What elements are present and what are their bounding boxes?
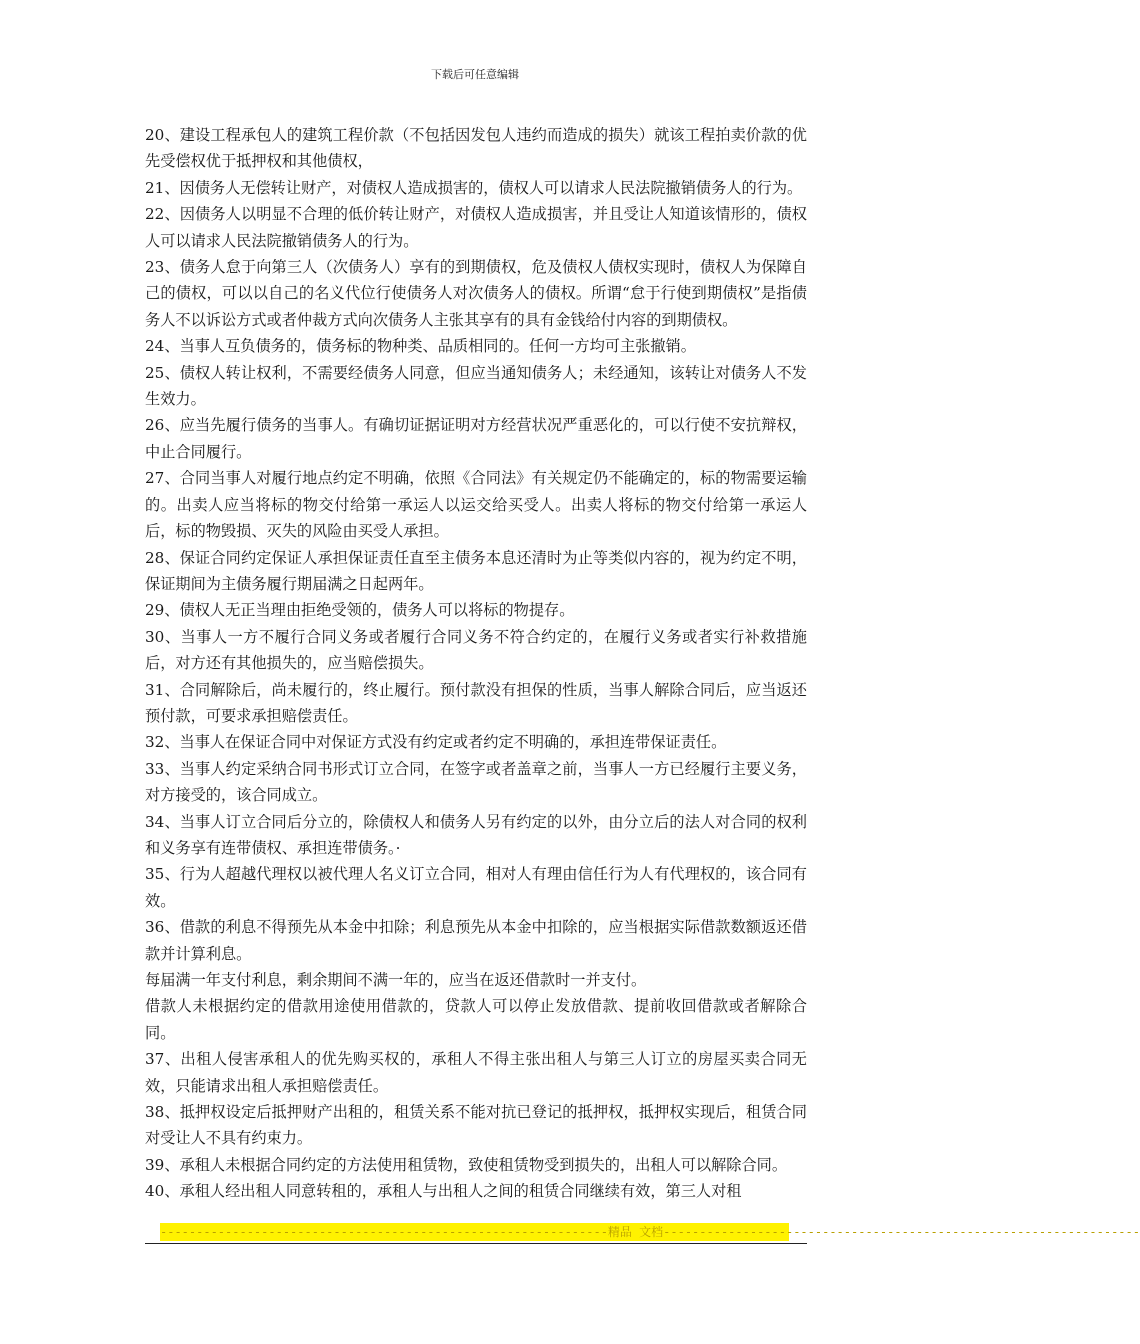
- paragraph-40: 40、承租人经出租人同意转租的，承租人与出租人之间的租赁合同继续有效，第三人对租: [145, 1182, 742, 1201]
- footer-label: --------------------------------------------------------------精品 文档------------------------------------------------------------------: [160, 1225, 1140, 1239]
- paragraph-33: 33、当事人约定采纳合同书形式订立合同，在签字或者盖章之前，当事人一方已经履行主要义务，对方接受的，该合同成立。: [145, 759, 807, 805]
- paragraph-20: 20、建设工程承包人的建筑工程价款（不包括因发包人违约而造成的损失）就该工程拍卖价款的优先受偿权优于抵押权和其他债权，: [145, 126, 807, 171]
- footer-rule: [145, 1243, 807, 1244]
- paragraph-36-note-b: 借款人未根据约定的借款用途使用借款的，贷款人可以停止发放借款、提前收回借款或者解除合同。: [145, 997, 807, 1042]
- paragraph-21: 21、因债务人无偿转让财产，对债权人造成损害的，债权人可以请求人民法院撤销债务人的行为。: [145, 178, 803, 197]
- paragraph-37: 37、出租人侵害承租人的优先购买权的，承租人不得主张出租人与第三人订立的房屋买卖合同无效，只能请求出租人承担赔偿责任。: [145, 1050, 807, 1095]
- paragraph-31: 31、合同解除后，尚未履行的，终止履行。预付款没有担保的性质，当事人解除合同后，应当返还预付款，可要求承担赔偿责任。: [145, 680, 807, 725]
- paragraph-25: 25、债权人转让权利，不需要经债务人同意，但应当通知债务人；未经通知，该转让对债务人不发生效力。: [145, 363, 807, 409]
- paragraph-28: 28、保证合同约定保证人承担保证责任直至主债务本息还清时为止等类似内容的，视为约定不明，保证期间为主债务履行期届满之日起两年。: [145, 548, 807, 593]
- paragraph-26: 26、应当先履行债务的当事人。有确切证据证明对方经营状况严重恶化的，可以行使不安抗辩权，中止合同履行。: [145, 416, 807, 461]
- paragraph-36-note-a: 每届满一年支付利息，剩余期间不满一年的，应当在返还借款时一并支付。: [145, 971, 647, 989]
- paragraph-24: 24、当事人互负债务的，债务标的物种类、品质相同的。任何一方均可主张撤销。: [145, 337, 696, 356]
- paragraph-29: 29、债权人无正当理由拒绝受领的，债务人可以将标的物提存。: [145, 601, 575, 620]
- paragraph-39: 39、承租人未根据合同约定的方法使用租赁物，致使租赁物受到损失的，出租人可以解除合同。: [145, 1155, 788, 1174]
- paragraph-32: 32、当事人在保证合同中对保证方式没有约定或者约定不明确的，承担连带保证责任。: [145, 733, 727, 752]
- paragraph-34: 34、当事人订立合同后分立的，除债权人和债务人另有约定的以外，由分立后的法人对合同的权利和义务享有连带债权、承担连带债务。·: [145, 812, 807, 857]
- paragraph-38: 38、抵押权设定后抵押财产出租的，租赁关系不能对抗已登记的抵押权，抵押权实现后，租赁合同对受让人不具有约束力。: [145, 1103, 807, 1148]
- page-header: 下载后可任意编辑: [431, 68, 519, 81]
- paragraph-36: 36、借款的利息不得预先从本金中扣除；利息预先从本金中扣除的，应当根据实际借款数额返还借款并计算利息。: [145, 918, 807, 963]
- paragraph-22: 22、因债务人以明显不合理的低价转让财产，对债权人造成损害，并且受让人知道该情形的，债权人可以请求人民法院撤销债务人的行为。: [145, 205, 807, 250]
- paragraph-30: 30、当事人一方不履行合同义务或者履行合同义务不符合约定的，在履行义务或者实行补救措施后，对方还有其他损失的，应当赔偿损失。: [145, 627, 807, 673]
- paragraph-23: 23、债务人怠于向第三人（次债务人）享有的到期债权，危及债权人债权实现时，债权人为保障自己的债权，可以以自己的名义代位行使债务人对次债务人的债权。所谓“怠于行使到期债权”是指债务人不以诉讼方式或者仲裁方式向次债务人主张其享有的具有金钱给付内容的到期债权。: [145, 258, 807, 329]
- document-body: [145, 122, 807, 1216]
- paragraph-27: 27、合同当事人对履行地点约定不明确，依照《合同法》有关规定仍不能确定的，标的物需要运输的。出卖人应当将标的物交付给第一承运人以运交给买受人。出卖人将标的物交付给第一承运人后，标的物毁损、灭失的风险由买受人承担。: [145, 469, 807, 541]
- paragraph-35: 35、行为人超越代理权以被代理人名义订立合同，相对人有理由信任行为人有代理权的，该合同有效。: [145, 865, 807, 910]
